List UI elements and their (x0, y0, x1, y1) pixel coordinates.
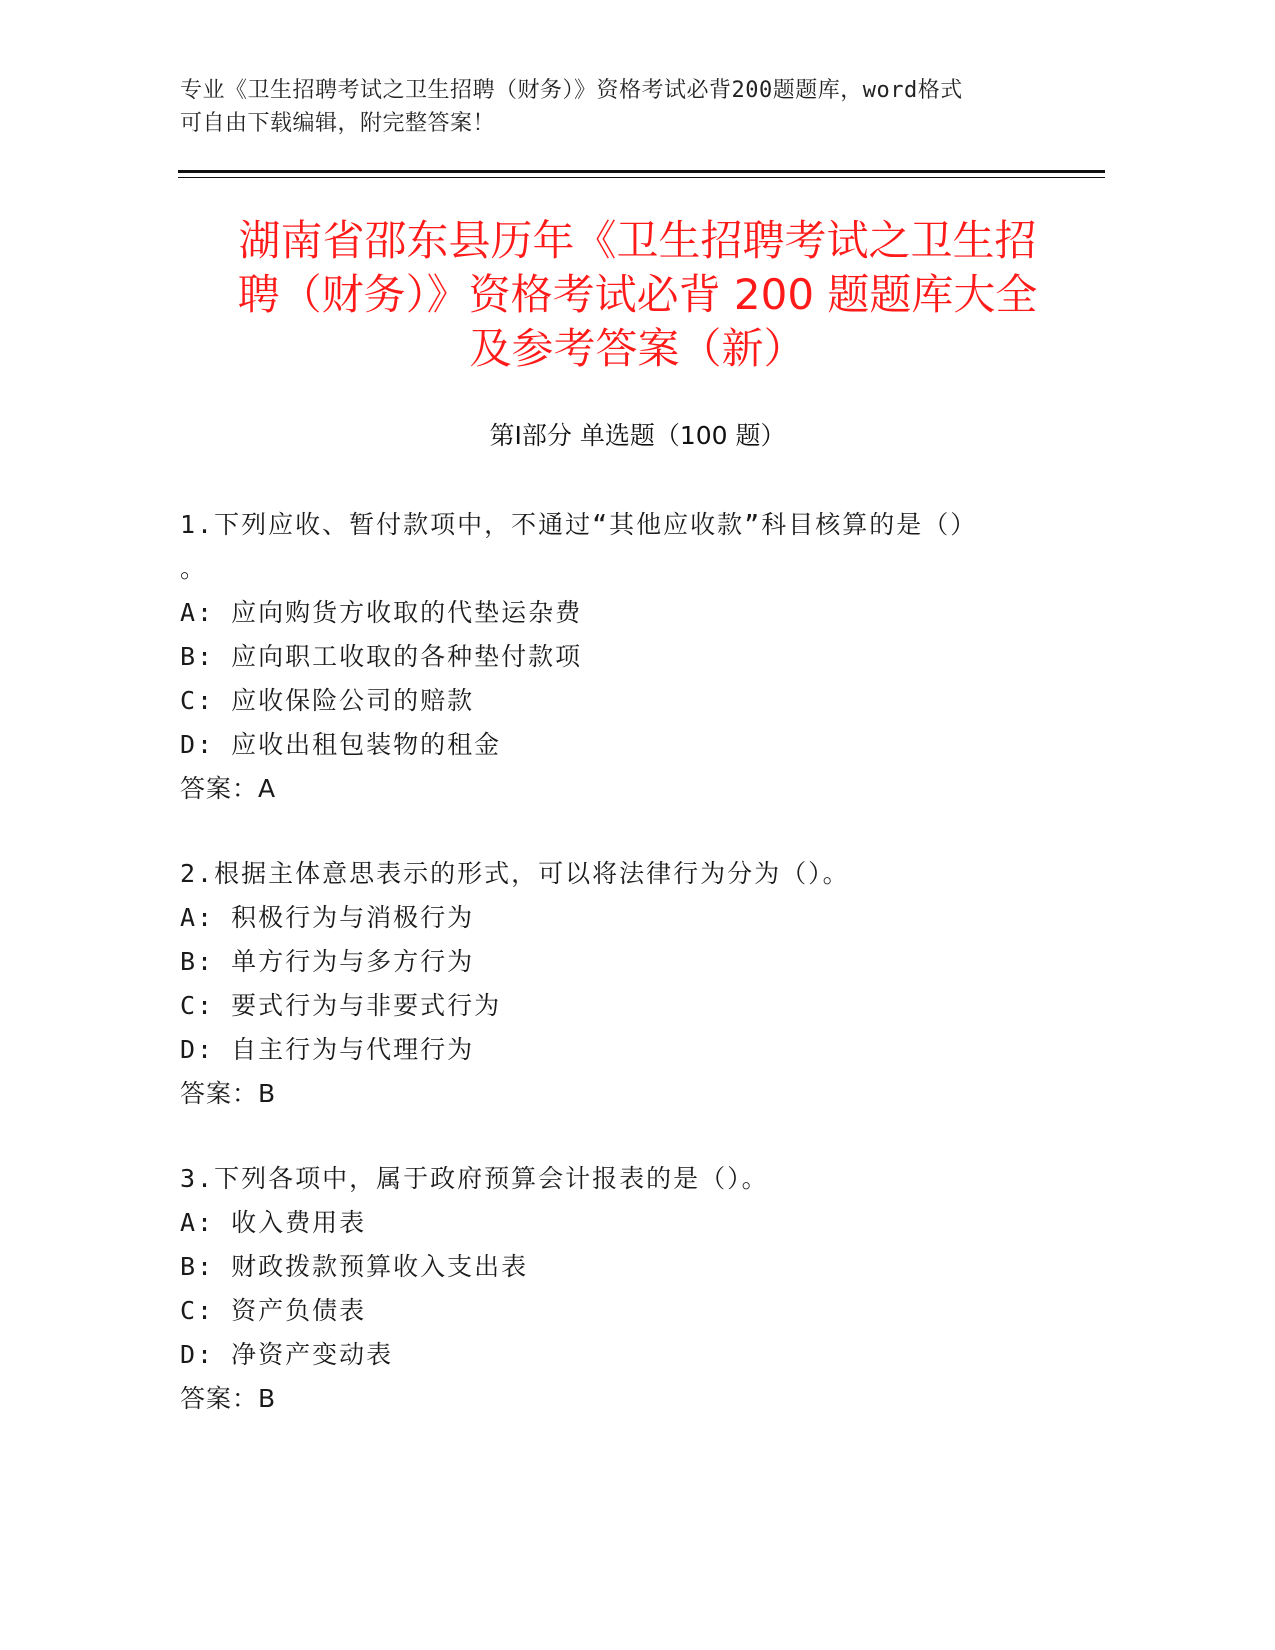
option-a: A: 积极行为与消极行为 (180, 903, 475, 932)
section-title: 第Ⅰ部分 单选题（100 题） (489, 421, 786, 450)
header-rule-thin (178, 177, 1105, 178)
option-c: C: 应收保险公司的赔款 (180, 686, 475, 715)
option-a: A: 应向购货方收取的代垫运杂费 (180, 598, 583, 627)
option-c: C: 资产负债表 (180, 1296, 367, 1325)
answer: 答案：B (180, 1384, 277, 1413)
header-note-line-1: 专业《卫生招聘考试之卫生招聘（财务）》资格考试必背200题题库，word格式 (180, 78, 963, 103)
document-title-line-3: 及参考答案（新） (469, 324, 806, 373)
header-note (180, 74, 1040, 140)
header-rule-thick (178, 170, 1105, 173)
header-note-line-2: 可自由下载编辑，附完整答案！ (180, 111, 496, 136)
document-title (180, 214, 1095, 376)
option-d: D: 应收出租包装物的租金 (180, 730, 502, 759)
option-b: B: 单方行为与多方行为 (180, 947, 475, 976)
question-1 (180, 503, 1060, 811)
question-2 (180, 852, 1060, 1116)
question-3 (180, 1157, 1060, 1421)
option-d: D: 自主行为与代理行为 (180, 1035, 475, 1064)
option-c: C: 要式行为与非要式行为 (180, 991, 502, 1020)
question-stem: 2.根据主体意思表示的形式，可以将法律行为分为（）。 (180, 859, 850, 888)
option-d: D: 净资产变动表 (180, 1340, 394, 1369)
answer: 答案：B (180, 1079, 277, 1108)
option-a: A: 收入费用表 (180, 1208, 367, 1237)
question-stem: 3.下列各项中，属于政府预算会计报表的是（）。 (180, 1164, 769, 1193)
question-stem-continuation: 。 (180, 554, 208, 583)
question-stem: 1.下列应收、暂付款项中，不通过“其他应收款”科目核算的是（） (180, 510, 978, 539)
document-title-line-2: 聘（财务）》资格考试必背 200 题题库大全 (237, 270, 1038, 319)
option-b: B: 财政拨款预算收入支出表 (180, 1252, 529, 1281)
document-title-line-1: 湖南省邵东县历年《卫生招聘考试之卫生招 (238, 216, 1037, 265)
option-b: B: 应向职工收取的各种垫付款项 (180, 642, 583, 671)
answer: 答案：A (180, 774, 277, 803)
